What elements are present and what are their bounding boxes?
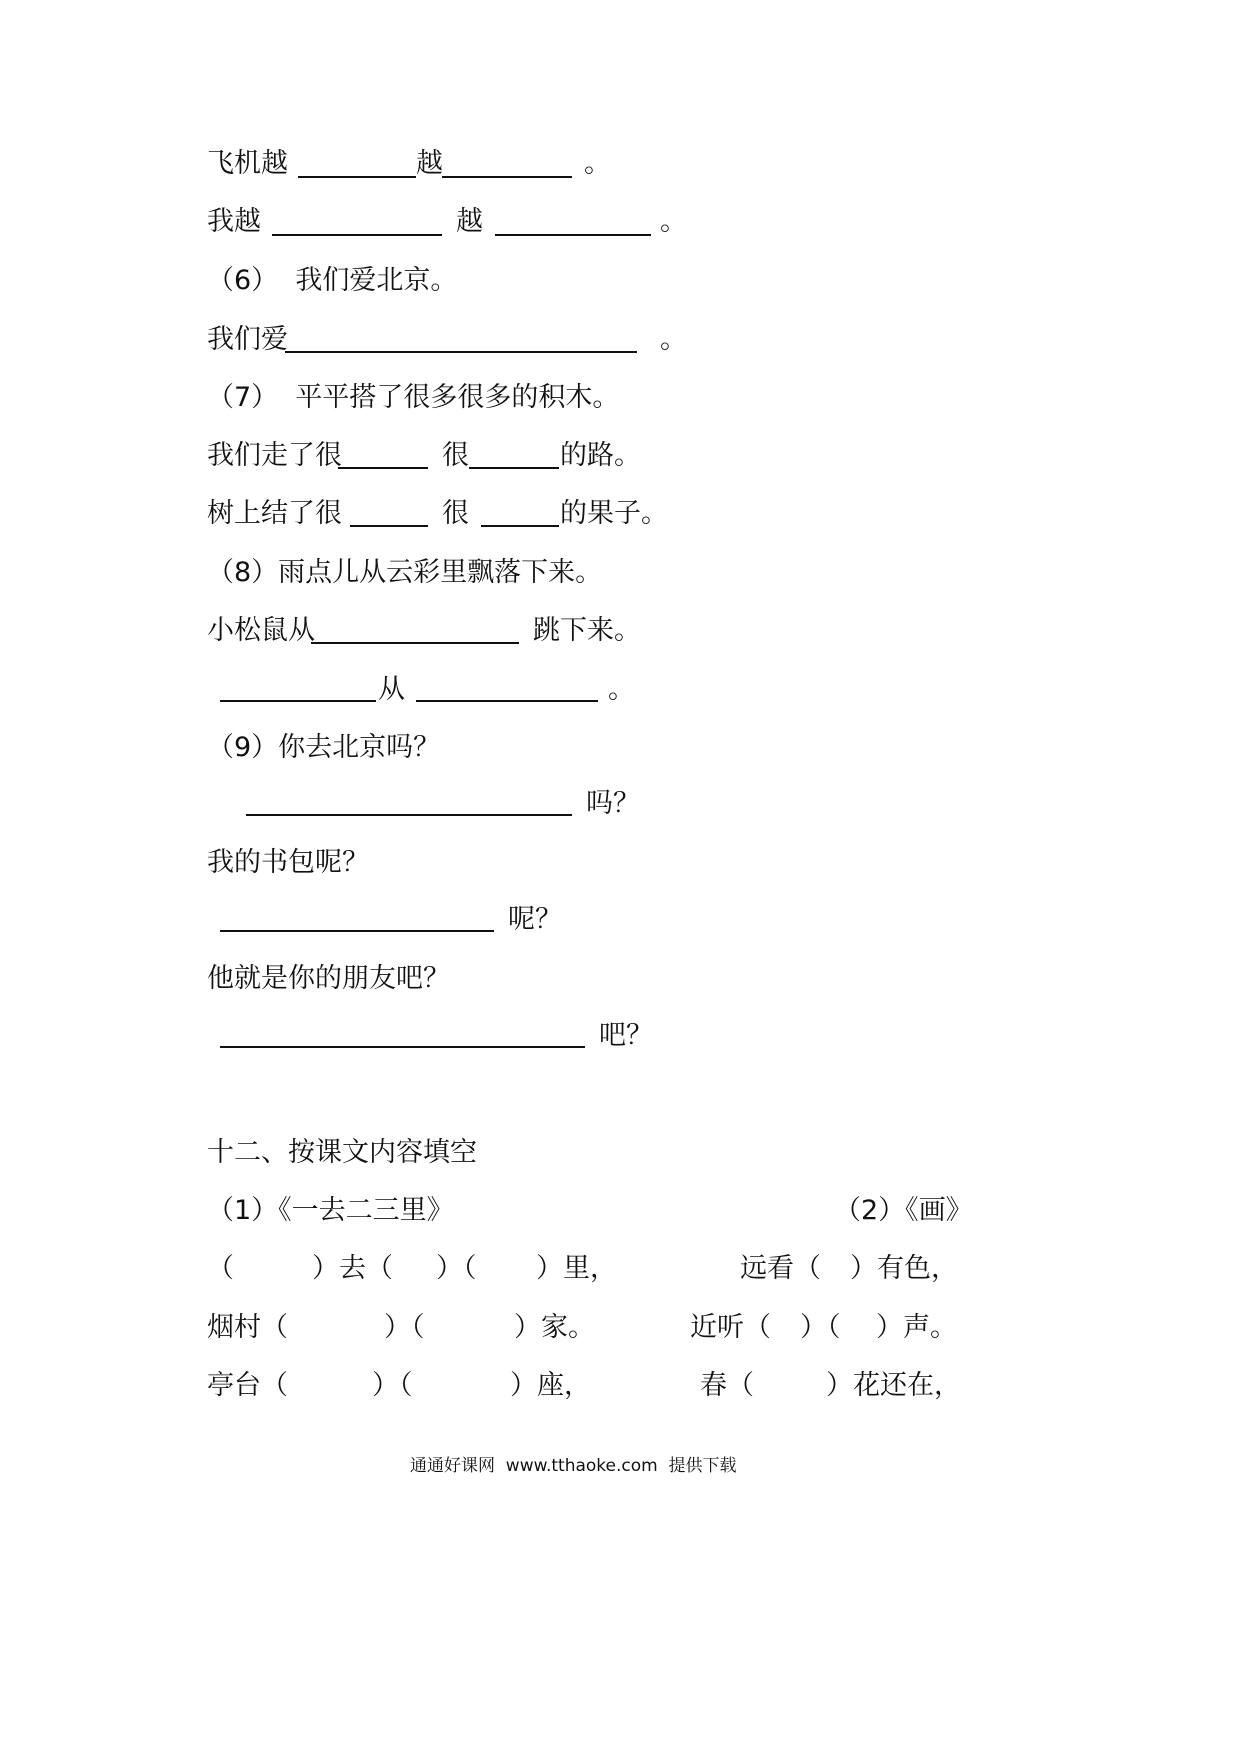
poem-fragment: （ xyxy=(207,1253,234,1284)
poem-fragment: ）去（ xyxy=(312,1253,393,1284)
poem-fragment: 远看（ xyxy=(740,1253,821,1284)
poem-fragment: ）家。 xyxy=(514,1312,595,1343)
sentence-text: 的路。 xyxy=(560,440,641,471)
poem-fragment: ）（ xyxy=(372,1370,413,1401)
poem-fragment: ）（ xyxy=(384,1312,425,1343)
poem-title-2: （2）《画》 xyxy=(834,1195,973,1226)
sentence-text: 我越 xyxy=(207,206,261,237)
poem-fragment: ）座， xyxy=(510,1370,591,1401)
sentence-text: 。 xyxy=(660,324,687,355)
poem-fragment: ）（ xyxy=(436,1253,477,1284)
answer-blank[interactable] xyxy=(350,525,428,527)
sentence-text: 越 xyxy=(416,148,443,179)
answer-blank[interactable] xyxy=(311,642,519,644)
sentence-text: 小松鼠从 xyxy=(207,615,315,646)
sentence-text: 呢？ xyxy=(508,904,562,935)
sentence-text: 的果子。 xyxy=(560,498,668,529)
sentence-text: 我们爱 xyxy=(207,324,288,355)
answer-blank[interactable] xyxy=(220,1046,585,1048)
poem-fragment: ）里， xyxy=(536,1253,617,1284)
answer-blank[interactable] xyxy=(285,351,637,353)
poem-fragment: 亭台（ xyxy=(207,1370,288,1401)
answer-blank[interactable] xyxy=(220,930,494,932)
sentence-text: 飞机越 xyxy=(207,148,288,179)
sentence-text: 吧？ xyxy=(599,1020,653,1051)
question-9: （9）你去北京吗？ xyxy=(207,732,441,763)
sentence-text: 跳下来。 xyxy=(533,615,641,646)
poem-fragment: ）花还在， xyxy=(826,1370,961,1401)
poem-fragment: 烟村（ xyxy=(207,1312,288,1343)
poem-fragment: 春（ xyxy=(700,1370,754,1401)
question-7: （7） 平平搭了很多很多的积木。 xyxy=(207,382,620,413)
sentence-text: 。 xyxy=(608,674,635,705)
answer-blank[interactable] xyxy=(338,467,428,469)
poem-fragment: ）（ xyxy=(800,1312,841,1343)
sentence-text: 。 xyxy=(660,206,687,237)
sentence-text: 我的书包呢？ xyxy=(207,847,369,878)
footer-text: 通通好课网 www.tthaoke.com 提供下载 xyxy=(410,1456,737,1476)
sentence-text: 很 xyxy=(442,440,469,471)
sentence-text: 越 xyxy=(456,206,483,237)
answer-blank[interactable] xyxy=(298,176,416,178)
poem-fragment: ）声。 xyxy=(876,1312,957,1343)
answer-blank[interactable] xyxy=(272,234,442,236)
poem-fragment: 近听（ xyxy=(690,1312,771,1343)
sentence-text: 。 xyxy=(584,148,611,179)
question-8: （8）雨点儿从云彩里飘落下来。 xyxy=(207,557,603,588)
answer-blank[interactable] xyxy=(416,700,598,702)
poem-title-1: （1）《一去二三里》 xyxy=(207,1195,454,1226)
answer-blank[interactable] xyxy=(469,467,559,469)
answer-blank[interactable] xyxy=(481,525,559,527)
poem-fragment: ）有色， xyxy=(850,1253,958,1284)
answer-blank[interactable] xyxy=(220,700,376,702)
sentence-text: 树上结了很 xyxy=(207,498,342,529)
section-title: 十二、按课文内容填空 xyxy=(207,1137,477,1168)
question-6: （6） 我们爱北京。 xyxy=(207,265,458,296)
answer-blank[interactable] xyxy=(442,176,572,178)
sentence-text: 从 xyxy=(378,674,405,705)
sentence-text: 我们走了很 xyxy=(207,440,342,471)
sentence-text: 他就是你的朋友吧？ xyxy=(207,963,450,994)
sentence-text: 吗？ xyxy=(586,788,640,819)
answer-blank[interactable] xyxy=(246,814,572,816)
answer-blank[interactable] xyxy=(495,234,651,236)
sentence-text: 很 xyxy=(442,498,469,529)
